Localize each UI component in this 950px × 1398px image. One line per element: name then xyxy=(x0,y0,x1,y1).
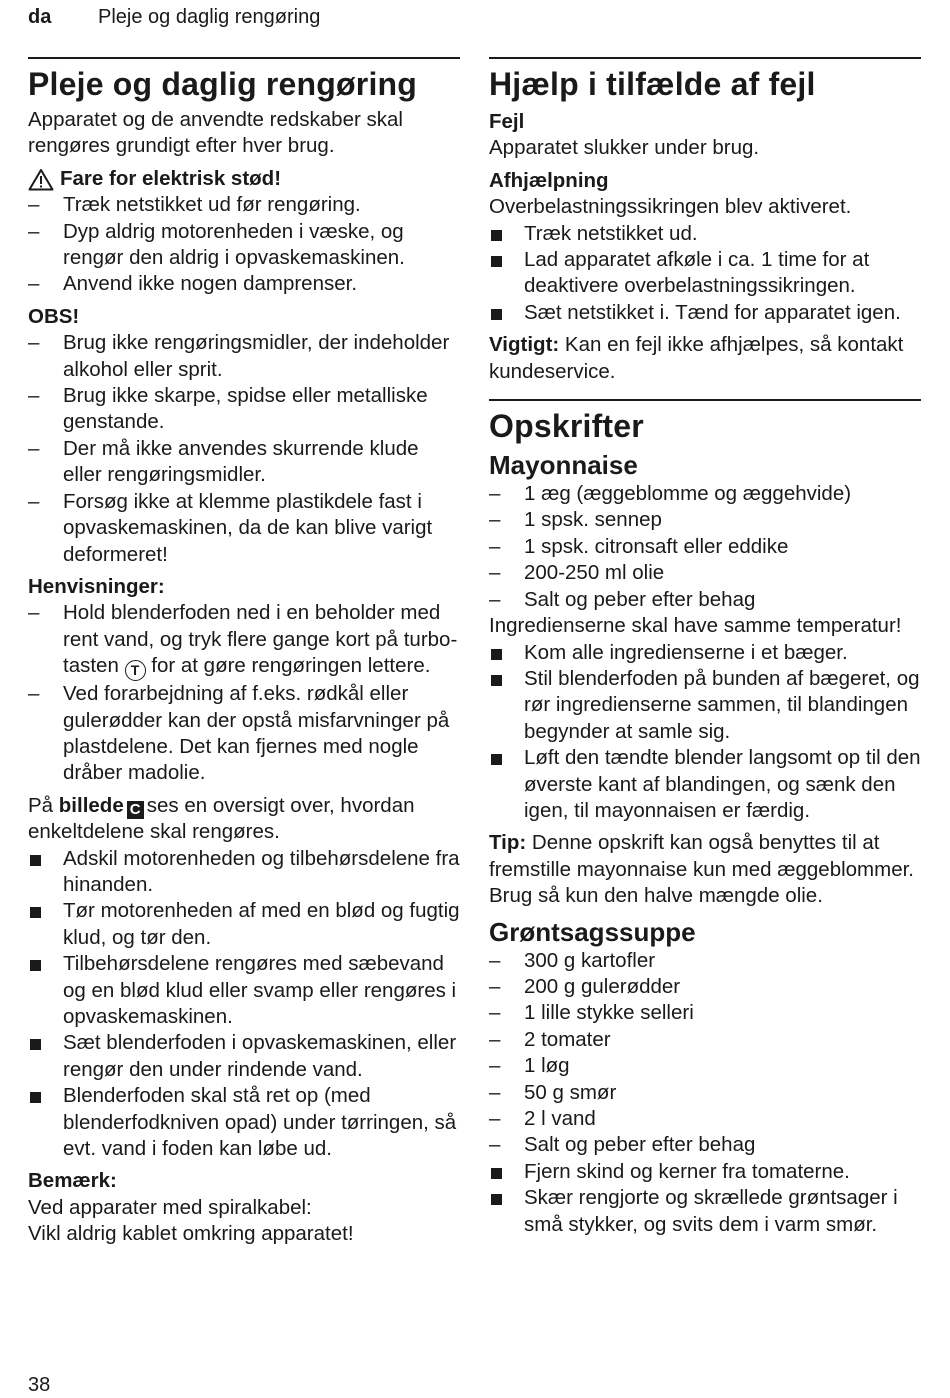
picture-text-a: På xyxy=(28,793,54,817)
soup-steps-list xyxy=(489,1159,921,1238)
list-item: Adskil motorenheden og tilbehørsdelene fra hinanden. xyxy=(28,846,460,899)
important-text: Kan en fejl ikke afhjælpes, så kontakt kundeservice. xyxy=(489,333,904,383)
recipe-title-soup: Grøntsagssuppe xyxy=(489,916,696,947)
obs-list xyxy=(28,330,460,568)
notes-heading: Henvisninger: xyxy=(28,574,165,598)
header-title: Pleje og daglig rengøring xyxy=(98,6,321,28)
recipe-title-mayonnaise: Mayonnaise xyxy=(489,450,638,481)
list-item: – Træk netstikket ud før rengøring. xyxy=(28,192,460,218)
picture-text-b: ses en oversigt over, hvordan enkeltdelene skal rengøres. xyxy=(28,793,415,844)
list-item: Lad apparatet afkøle i ca. 1 time for at deaktivere overbelastningssikringen. xyxy=(489,247,921,300)
list-item: Sæt blenderfoden i opvaskemaskinen, eller rengør den under rindende vand. xyxy=(28,1030,460,1083)
list-item: Kom alle ingredienserne i et bæger. xyxy=(489,640,921,666)
soup-ingredients-list xyxy=(489,948,921,1159)
tip-text: Denne opskrift kan også benyttes til at fremstille mayonnaise kun med æggeblommer. Brug så kun den halve mængde olie. xyxy=(489,831,914,908)
list-item: – 1 lille stykke selleri xyxy=(489,1000,921,1026)
list-item: – Ved forarbejdning af f.eks. rødkål eller gulerødder kan der opstå misfarvninger på plastdelene. Det kan fjernes med nogle dråber madolie. xyxy=(28,681,460,787)
left-column xyxy=(28,57,460,1248)
title-rule xyxy=(489,57,921,59)
list-item: – Salt og peber efter behag xyxy=(489,1132,921,1158)
list-item: Blenderfoden skal stå ret op (med blenderfodkniven opad) under tørringen, så evt. vand i foden kan løbe ud. xyxy=(28,1083,460,1162)
important-note xyxy=(489,332,921,385)
right-column xyxy=(489,57,921,1238)
section-title-recipes: Opskrifter xyxy=(489,408,644,445)
list-item: – Brug ikke rengøringsmidler, der indeholder alkohol eller sprit. xyxy=(28,330,460,383)
list-item: – Dyp aldrig motorenheden i væske, og rengør den aldrig i opvaskemaskinen. xyxy=(28,219,460,272)
list-item: – 200-250 ml olie xyxy=(489,560,921,586)
tip-note xyxy=(489,830,921,909)
obs-heading: OBS! xyxy=(28,304,80,328)
page-header xyxy=(28,4,320,34)
page-number: 38 xyxy=(28,1374,51,1396)
list-item: Skær rengjorte og skrællede grøntsager i små stykker, og svits dem i varm smør. xyxy=(489,1185,921,1238)
remedy-text: Overbelastningssikringen blev aktiveret. xyxy=(489,195,852,219)
title-rule xyxy=(28,57,460,59)
list-item: – 1 løg xyxy=(489,1053,921,1079)
fault-heading: Fejl xyxy=(489,110,525,133)
mayo-note: Ingredienserne skal have samme temperatur! xyxy=(489,614,902,638)
list-item: – Brug ikke skarpe, spidse eller metalliske genstande. xyxy=(28,383,460,436)
remark-heading: Bemærk: xyxy=(28,1169,117,1193)
list-item: – 50 g smør xyxy=(489,1080,921,1106)
picture-c-icon: C xyxy=(127,801,144,819)
list-item: – Salt og peber efter behag xyxy=(489,587,921,613)
list-item: Fjern skind og kerner fra tomaterne. xyxy=(489,1159,921,1185)
title-rule xyxy=(489,399,921,401)
list-item: – 300 g kartofler xyxy=(489,948,921,974)
notes-list xyxy=(28,600,460,786)
list-item: – 1 æg (æggeblomme og æggehvide) xyxy=(489,481,921,507)
cleaning-steps-list xyxy=(28,846,460,1163)
care-intro: Apparatet og de anvendte redskaber skal rengøres grundigt efter hver brug. xyxy=(28,108,403,158)
notes-item1-text-b: for at gøre rengøringen lettere. xyxy=(151,654,431,678)
remedy-steps-list xyxy=(489,221,921,327)
remark-line: Vikl aldrig kablet omkring apparatet! xyxy=(28,1222,354,1246)
important-label: Vigtigt: xyxy=(489,333,560,357)
fault-text: Apparatet slukker under brug. xyxy=(489,136,760,160)
warning-triangle-icon xyxy=(28,168,54,191)
list-item: – Forsøg ikke at klemme plastikdele fast i opvaskemaskinen, da de kan blive varigt deformeret! xyxy=(28,489,460,568)
picture-reference xyxy=(28,793,460,846)
list-item: Tør motorenheden af med en blød og fugtig klud, og tør den. xyxy=(28,898,460,951)
list-item: Løft den tændte blender langsomt op til den øverste kant af blandingen, og sænk den igen, til mayonnaisen er færdig. xyxy=(489,745,921,824)
list-item: – 2 tomater xyxy=(489,1027,921,1053)
list-item: – Der må ikke anvendes skurrende klude eller rengøringsmidler. xyxy=(28,436,460,489)
picture-bold: billede xyxy=(58,793,124,817)
language-code: da xyxy=(28,6,52,28)
list-item: – 1 spsk. citronsaft eller eddike xyxy=(489,534,921,560)
notes-item1-text-a: Hold blenderfoden ned i en beholder med rent vand, og tryk flere gange kort på turbo-tasten xyxy=(63,601,458,678)
list-item: Tilbehørsdelene rengøres med sæbevand og en blød klud eller svamp eller rengøres i opvaskemaskinen. xyxy=(28,951,460,1030)
list-item: Sæt netstikket i. Tænd for apparatet igen. xyxy=(489,300,921,326)
danger-heading xyxy=(28,166,460,192)
danger-list xyxy=(28,192,460,298)
list-item: – 200 g gulerødder xyxy=(489,974,921,1000)
list-item: Stil blenderfoden på bunden af bægeret, og rør ingredienserne sammen, til blandingen begynder at samle sig. xyxy=(489,666,921,745)
mayo-ingredients-list xyxy=(489,481,921,613)
list-item: Træk netstikket ud. xyxy=(489,221,921,247)
remedy-heading: Afhjælpning xyxy=(489,168,609,192)
remark-line: Ved apparater med spiralkabel: xyxy=(28,1195,312,1219)
list-item: – 2 l vand xyxy=(489,1106,921,1132)
danger-heading-text: Fare for elektrisk stød! xyxy=(60,166,282,190)
list-item xyxy=(28,600,460,681)
turbo-button-icon: T xyxy=(125,660,146,681)
mayo-steps-list xyxy=(489,640,921,825)
section-title-troubleshooting: Hjælp i tilfælde af fejl xyxy=(489,66,816,102)
list-item: – Anvend ikke nogen damprenser. xyxy=(28,271,460,297)
list-item: – 1 spsk. sennep xyxy=(489,507,921,533)
section-title-care: Pleje og daglig rengøring xyxy=(28,66,418,102)
tip-label: Tip: xyxy=(489,831,527,855)
